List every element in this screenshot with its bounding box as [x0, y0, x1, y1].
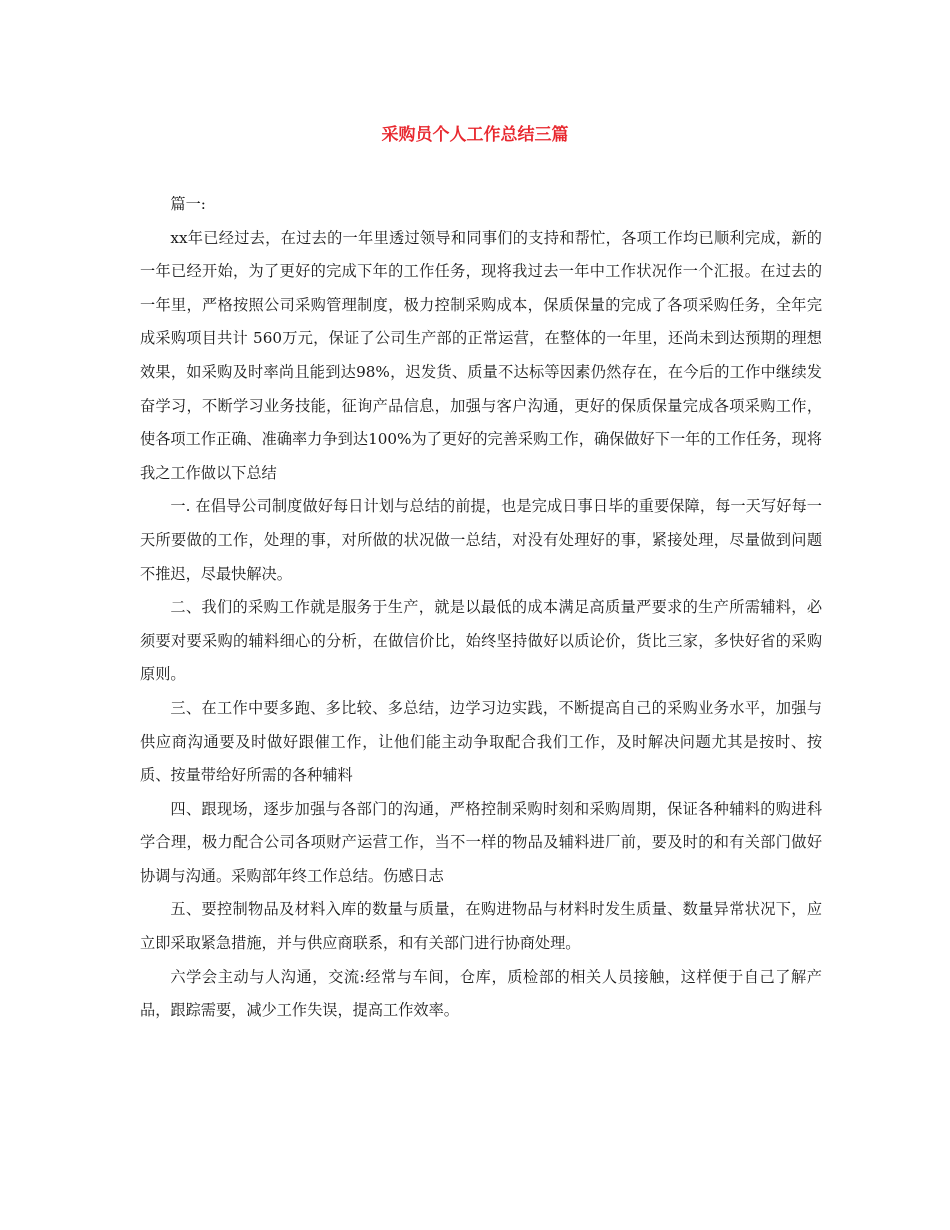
paragraph-intro: xx年已经过去，在过去的一年里透过领导和同事们的支持和帮忙，各项工作均已顺利完成，新的一年已经开始，为了更好的完成下年的工作任务，现将我过去一年中工作状况作一个汇报。在过去的一年里，严格按照公司采购管理制度，极力控制采购成本，保质保量的完成了各项采购任务，全年完成采购项目共计 560万元，保证了公司生产部的正常运营，在整体的一年里，还尚未到达预期的理想效果，如采购及时率尚且能到达98%，迟发货、质量不达标等因素仍然存在，在今后的工作中继续发奋学习，不断学习业务技能，征询产品信息，加强与客户沟通，更好的保质保量完成各项采购工作，使各项工作正确、准确率力争到达100%为了更好的完善采购工作，确保做好下一年的工作任务，现将我之工作做以下总结: [140, 228, 822, 482]
paragraph-point-3: 三、在工作中要多跑、多比较、多总结，边学习边实践，不断提高自己的采购业务水平，加强与供应商沟通要及时做好跟催工作，让他们能主动争取配合我们工作，及时解决问题尤其是按时、按质、按量带给好所需的各种辅料: [140, 698, 822, 785]
document-body: [140, 188, 822, 1028]
paragraph-point-4: 四、跟现场，逐步加强与各部门的沟通，严格控制采购时刻和采购周期，保证各种辅料的购进科学合理，极力配合公司各项财产运营工作，当不一样的物品及辅料进厂前，要及时的和有关部门做好协调与沟通。采购部年终工作总结。伤感日志: [140, 799, 822, 885]
section-heading: 篇一:: [170, 195, 206, 213]
paragraph-point-2: 二、我们的采购工作就是服务于生产，就是以最低的成本满足高质量严要求的生产所需辅料，必须要对要采购的辅料细心的分析，在做信价比，始终坚持做好以质论价，货比三家，多快好省的采购原则。: [140, 598, 822, 684]
paragraph-point-1: 一. 在倡导公司制度做好每日计划与总结的前提，也是完成日事日毕的重要保障，每一天写好每一天所要做的工作，处理的事，对所做的状况做一总结，对没有处理好的事，紧接处理，尽量做到问题不推迟，尽最快解决。: [140, 497, 822, 583]
paragraph-point-5: 五、要控制物品及材料入库的数量与质量，在购进物品与材料时发生质量、数量异常状况下，应立即采取紧急措施，并与供应商联系，和有关部门进行协商处理。: [140, 900, 822, 953]
paragraph-point-6: 六学会主动与人沟通，交流:经常与车间，仓库，质检部的相关人员接触，这样便于自己了解产品，跟踪需要，减少工作失误，提高工作效率。: [140, 967, 822, 1020]
document-title: 采购员个人工作总结三篇: [381, 125, 569, 145]
